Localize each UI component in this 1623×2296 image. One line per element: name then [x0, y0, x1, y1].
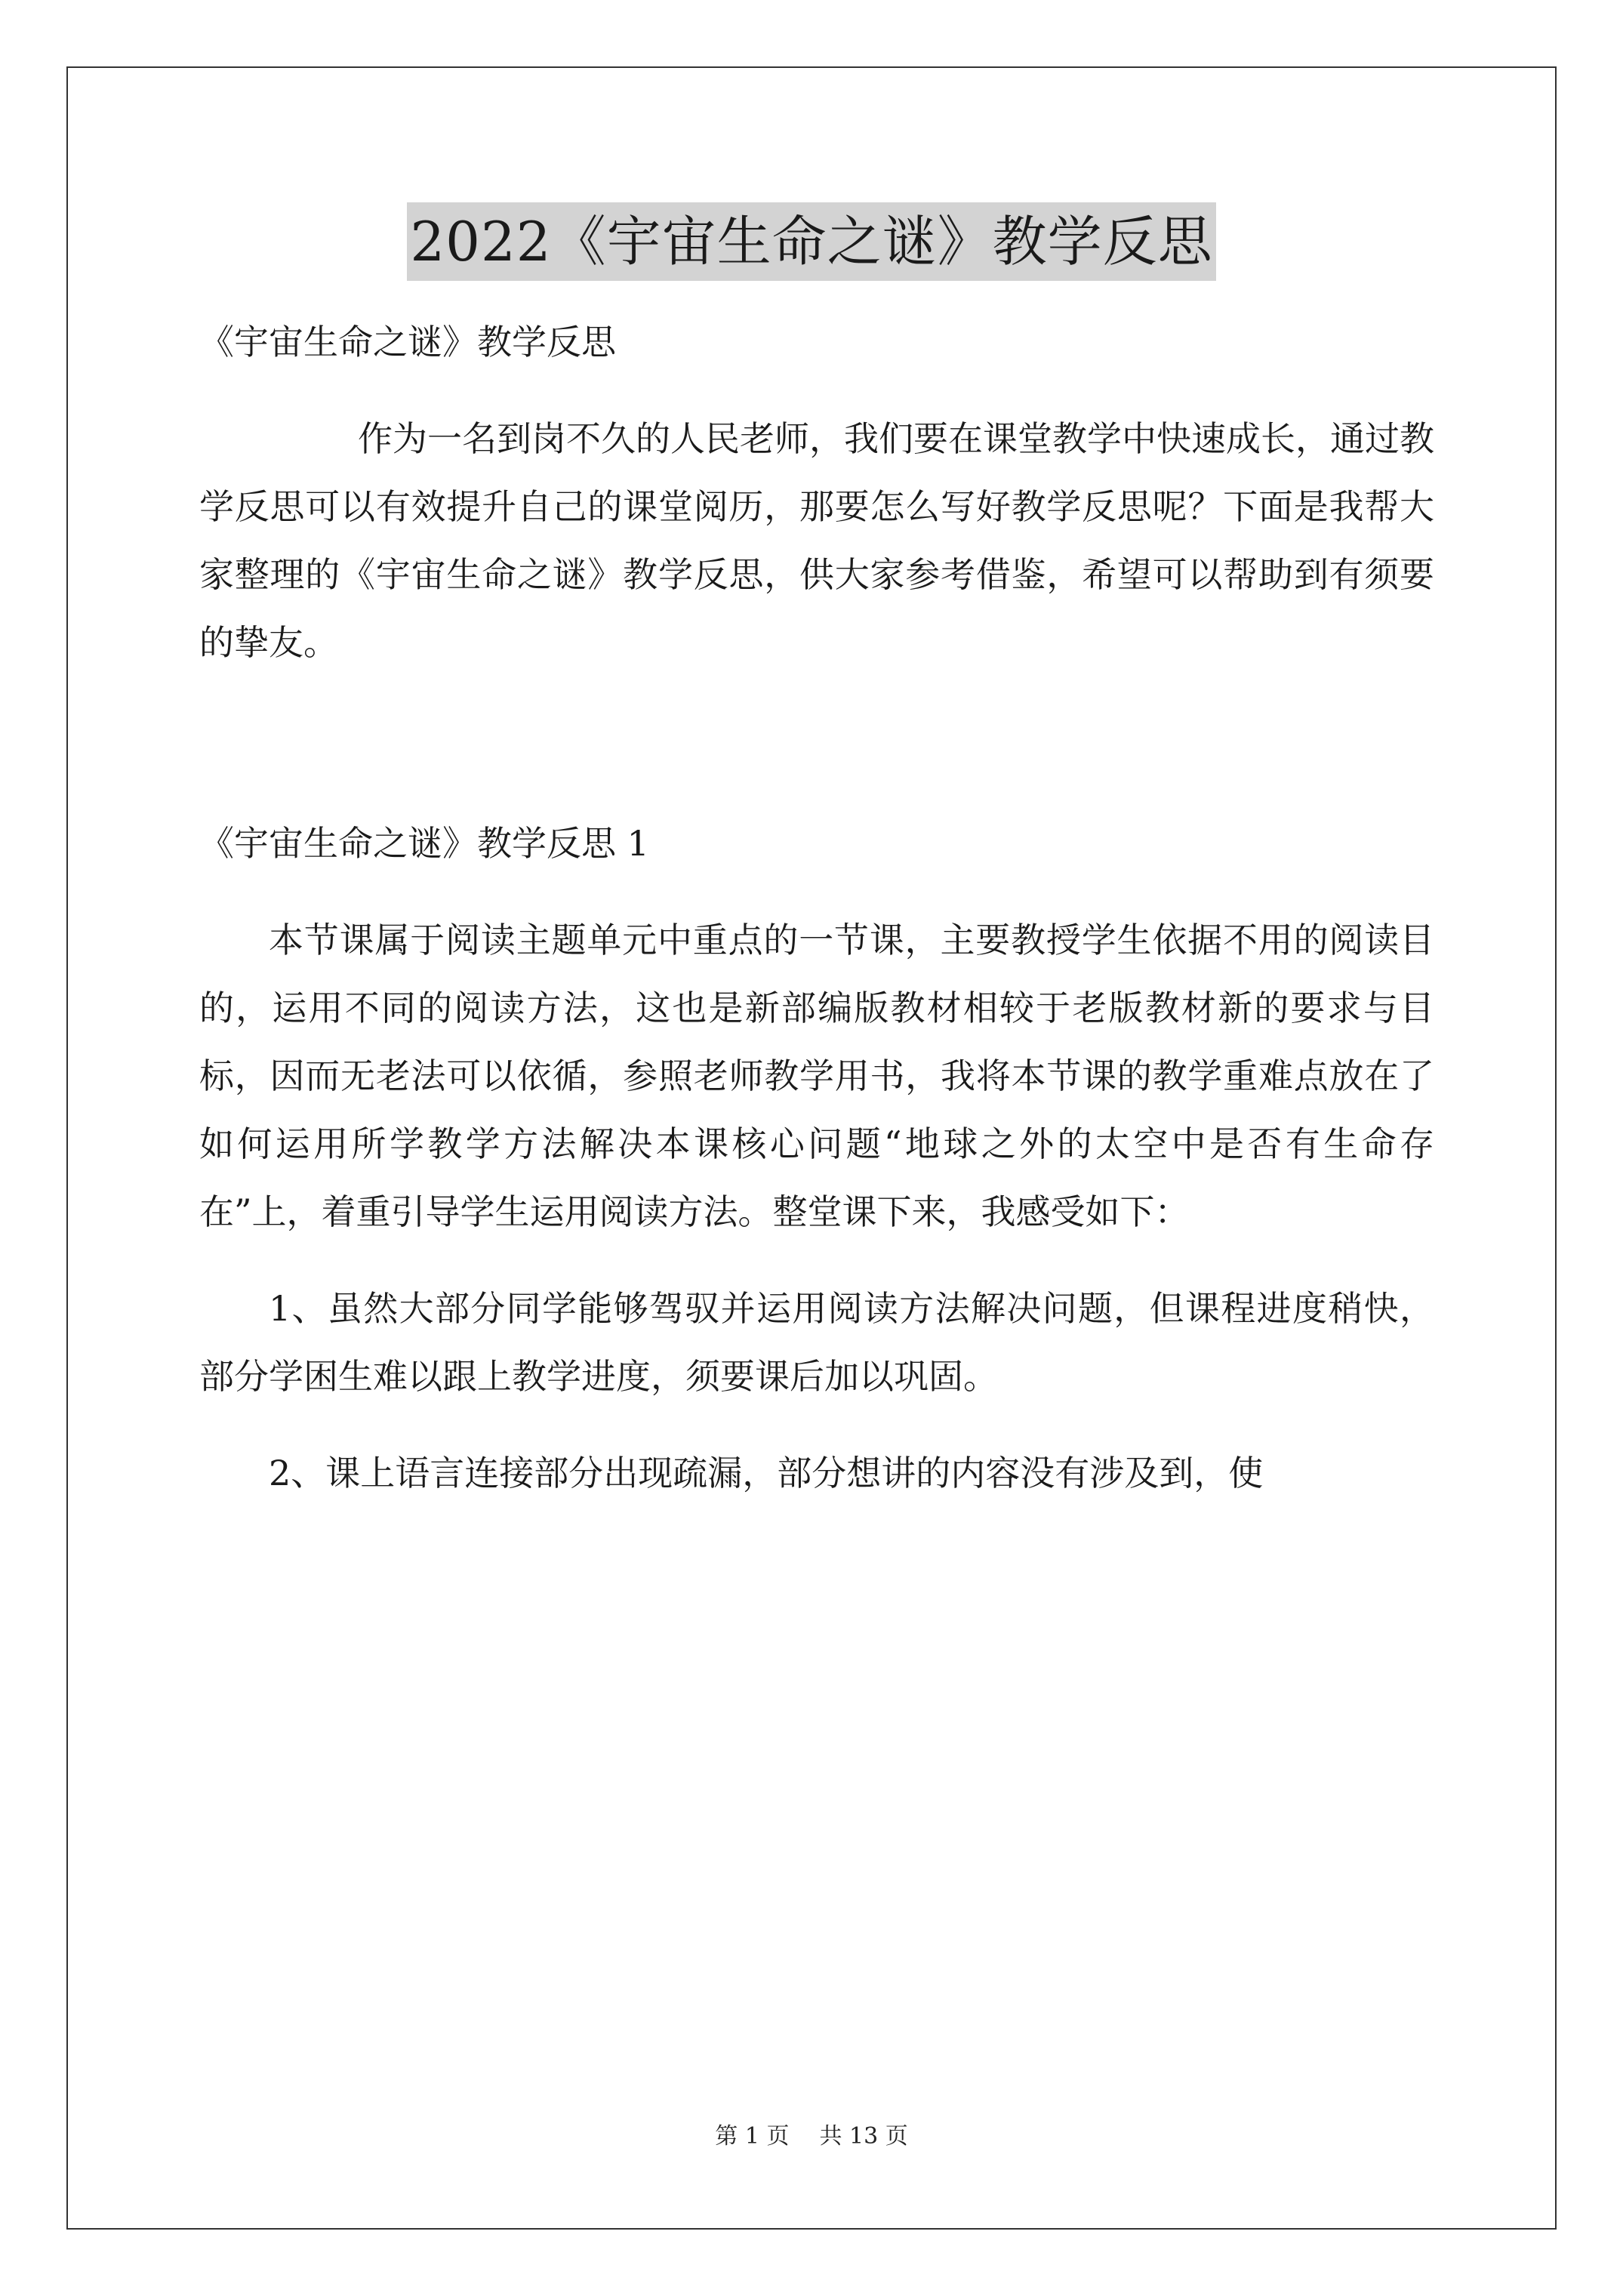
section-heading: 《宇宙生命之谜》教学反思 1 [199, 823, 649, 864]
document-title: 2022《宇宙生命之谜》教学反思 [407, 202, 1215, 281]
section-paragraph: 本节课属于阅读主题单元中重点的一节课，主要教授学生依据不用的阅读目的，运用不同的阅读方法，这也是新部编版教材相较于老版教材新的要求与目标，因而无老法可以依循，参照老师教学用书，我将本节课的教学重难点放在了如何运用所学教学方法解决本课核心问题“地球之外的太空中是否有生命存在”上，着重引导学生运用阅读方法。整堂课下来，我感受如下： [199, 920, 1434, 1232]
page-footer [0, 2122, 1623, 2152]
page-number: 第 1 页 [715, 2123, 790, 2150]
document-body [199, 308, 1434, 1507]
title-container [0, 202, 1623, 281]
intro-paragraph: 作为一名到岗不久的人民老师，我们要在课堂教学中快速成长，通过教学反思可以有效提升自己的课堂阅历，那要怎么写好教学反思呢？下面是我帮大家整理的《宇宙生命之谜》教学反思，供大家参考借鉴，希望可以帮助到有须要的挚友。 [199, 418, 1434, 663]
list-item: 1、虽然大部分同学能够驾驭并运用阅读方法解决问题，但课程进度稍快，部分学困生难以跟上教学进度，须要课后加以巩固。 [199, 1288, 1434, 1397]
list-item: 2、课上语言连接部分出现疏漏，部分想讲的内容没有涉及到，使 [269, 1453, 1264, 1493]
page-total: 共 13 页 [819, 2123, 908, 2150]
document-subtitle: 《宇宙生命之谜》教学反思 [199, 322, 616, 362]
